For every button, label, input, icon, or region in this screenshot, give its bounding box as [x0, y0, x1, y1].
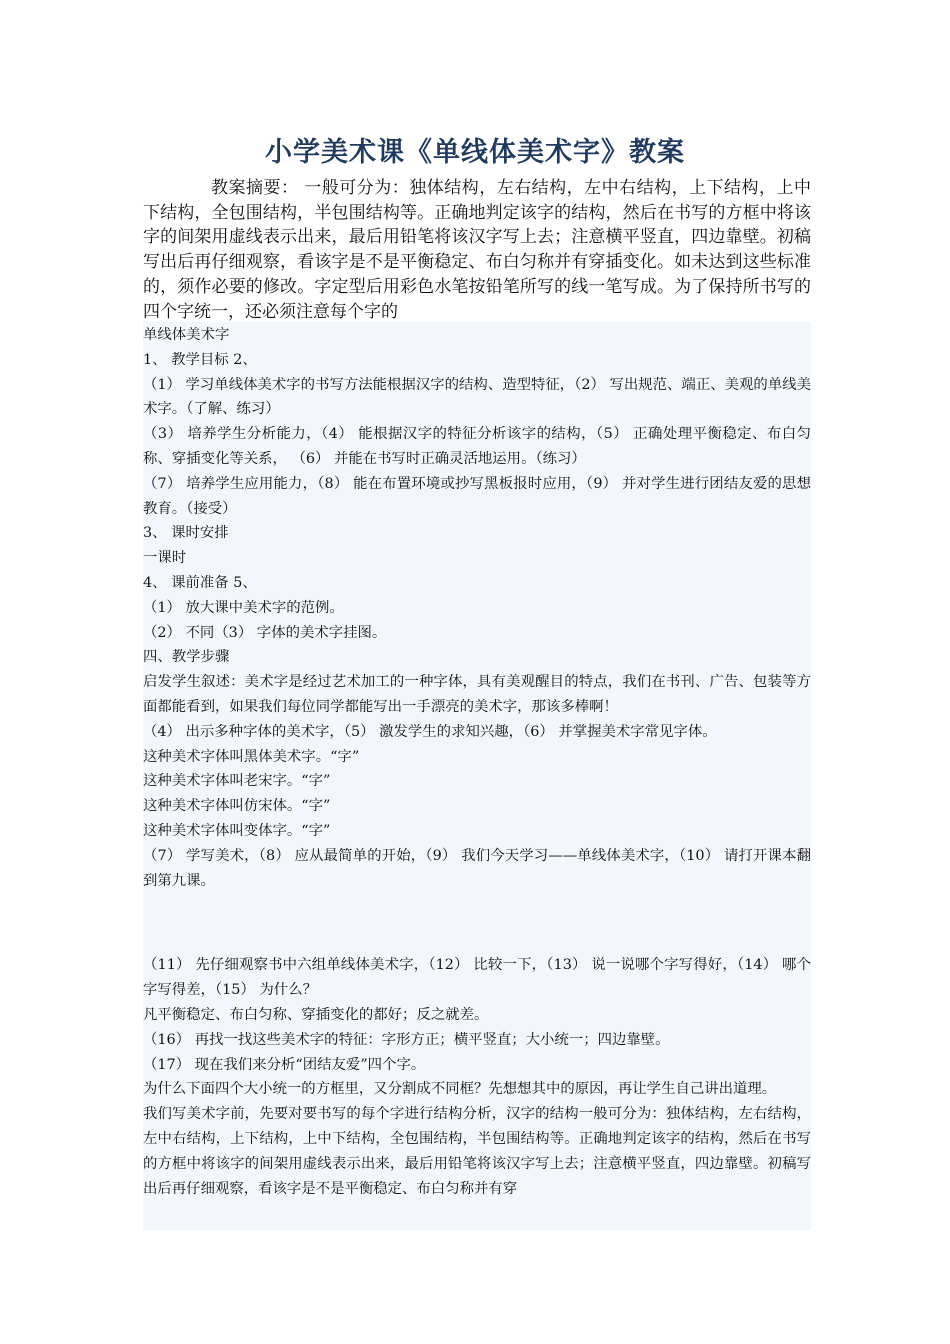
- paragraph-spacer: [143, 893, 811, 953]
- body-paragraph: 这种美术字体叫变体字。“字”: [143, 822, 331, 839]
- body-paragraph: 我们写美术字前，先要对要书写的每个字进行结构分析，汉字的结构一般可分为：独体结构，左右结构，左中右结构，上下结构，上中下结构，全包围结构，半包围结构等。正确地判定该字的结构，然后在书写的方框中将该字的间架用虚线表示出来，最后用铅笔将该汉字写上去；注意横平竖直，四边靠壁。初稿写出后再仔细观察，看该字是不是平衡稳定、布白匀称并有穿: [143, 1106, 811, 1197]
- body-paragraph: （16） 再找一找这些美术字的特征：字形方正；横平竖直；大小统一；四边靠壁。: [143, 1031, 670, 1048]
- abstract-paragraph: 教案摘要： 一般可分为：独体结构，左右结构，左中右结构，上下结构，上中下结构，全包围结构，半包围结构等。正确地判定该字的结构，然后在书写的方框中将该字的间架用虚线表示出来，最后用铅笔将该汉字写上去；注意横平竖直，四边靠壁。初稿写出后再仔细观察，看该字是不是平衡稳定、布白匀称并有穿插变化。如未达到这些标准的，须作必要的修改。字定型后用彩色水笔按铅笔所写的线一笔写成。为了保持所书写的四个字统一，还必须注意每个字的: [143, 178, 811, 322]
- body-paragraph: 启发学生叙述：美术字是经过艺术加工的一种字体，具有美观醒目的特点，我们在书刊、广告、包装等方面都能看到，如果我们每位同学都能写出一手漂亮的美术字，那该多棒啊！: [143, 674, 811, 715]
- body-text: [143, 322, 811, 1201]
- body-paragraph: 四、教学步骤: [143, 649, 230, 666]
- body-paragraph: 1、 教学目标 2、: [143, 351, 257, 368]
- body-paragraph: 4、 课前准备 5、: [143, 574, 257, 591]
- body-paragraph: 这种美术字体叫仿宋体。“字”: [143, 798, 331, 815]
- body-paragraph: （2） 不同（3） 字体的美术字挂图。: [143, 624, 387, 641]
- body-paragraph: （1） 学习单线体美术字的书写方法能根据汉字的结构、造型特征，（2） 写出规范、端正、美观的单线美术字。（了解、练习）: [143, 376, 811, 418]
- body-paragraph: （4） 出示多种字体的美术字，（5） 激发学生的求知兴趣，（6） 并掌握美术字常见字体。: [143, 723, 717, 740]
- body-paragraph: （3） 培养学生分析能力，（4） 能根据汉字的特征分析该字的结构，（5） 正确处理平衡稳定、布白匀称、穿插变化等关系， （6） 并能在书写时正确灵活地运用。（练习）: [143, 426, 811, 467]
- body-paragraph: （7） 学写美术，（8） 应从最简单的开始，（9） 我们今天学习——单线体美术字，（10） 请打开课本翻到第九课。: [143, 847, 811, 889]
- body-paragraph: （17） 现在我们来分析“团结友爱”四个字。: [143, 1056, 426, 1073]
- body-paragraph: （11） 先仔细观察书中六组单线体美术字，（12） 比较一下，（13） 说一说哪个字写得好，（14） 哪个字写得差，（15） 为什么？: [143, 957, 811, 999]
- body-paragraph: 为什么下面四个大小统一的方框里，又分割成不同框？先想想其中的原因，再让学生自己讲出道理。: [143, 1081, 777, 1098]
- body-section: [143, 322, 811, 1230]
- body-paragraph: 这种美术字体叫老宋字。“字”: [143, 773, 331, 790]
- document-title: 小学美术课《单线体美术字》教案: [265, 137, 685, 168]
- body-paragraph: （1） 放大课中美术字的范例。: [143, 599, 344, 616]
- body-paragraph: 3、 课时安排: [143, 525, 229, 542]
- body-heading: 单线体美术字: [143, 327, 230, 343]
- body-paragraph: （7） 培养学生应用能力，（8） 能在布置环境或抄写黑板报时应用，（9） 并对学生进行团结友爱的思想教育。（接受）: [143, 475, 811, 517]
- body-paragraph: 凡平衡稳定、布白匀称、穿插变化的都好；反之就差。: [143, 1006, 489, 1023]
- body-paragraph: 一课时: [143, 550, 187, 567]
- body-paragraph: 这种美术字体叫黑体美术字。“字”: [143, 748, 360, 765]
